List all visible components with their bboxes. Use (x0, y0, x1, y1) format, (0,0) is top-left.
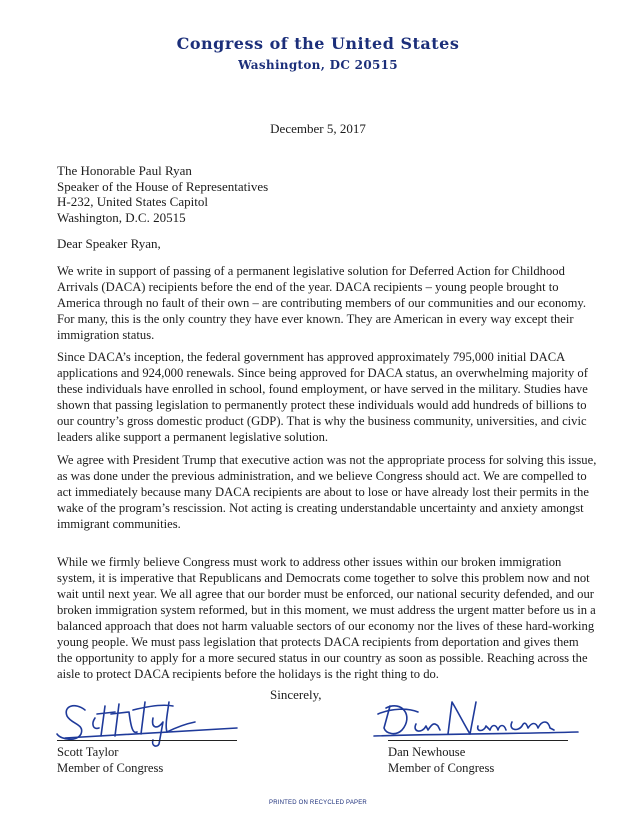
recipient-address (57, 163, 268, 225)
letterhead-subtitle: Washington, DC 20515 (238, 58, 398, 72)
letterhead-title: Congress of the United States (176, 34, 460, 53)
body-paragraph-2: Since DACA’s inception, the federal government has approved approximately 795,000 initial DACA applications and 924,000 renewals. Since being approved for DACA status, an overwhelming majority of these individuals have enrolled in school, found employment, or have served in the military. Studies have shown that passing legislation to permanently protect these individuals would add hundreds of billions to our country’s gross domestic product (GDP). That is why the business community, universities, and civic leaders alike support a permanent legislative solution. (57, 350, 588, 444)
signer-1-name: Scott Taylor (57, 745, 119, 759)
recipient-city: Washington, D.C. 20515 (57, 209, 186, 225)
signer-2-name: Dan Newhouse (388, 745, 466, 759)
recycled-paper-footer: PRINTED ON RECYCLED PAPER (269, 800, 367, 806)
letter-date: December 5, 2017 (270, 121, 366, 136)
signer-1-title: Member of Congress (57, 761, 164, 775)
body-paragraph-1: We write in support of passing of a permanent legislative solution for Deferred Action for Childhood Arrivals (DACA) recipients before the end of the year. DACA recipients – young people brought to America through no fault of their own – are contributing members of our communities and our economy. For many, this is the only country they have ever known. They are American in every way except their immigration status. (57, 264, 587, 342)
recipient-name: The Honorable Paul Ryan (57, 163, 192, 178)
signature-scott-taylor (45, 688, 245, 748)
closing: Sincerely, (270, 687, 322, 702)
body-paragraph-4: While we firmly believe Congress must work to address other issues within our broken immigration system, it is imperative that Republicans and Democrats come together to solve this problem now and not wait until next year. We all agree that our border must be enforced, our national security defended, and our broken immigration system reformed, but in this moment, we must address the urgent matter before us in a balanced approach that does not harm valuable sectors of our economy nor the lives of these hard-working young people. We must pass legislation that protects DACA recipients from deportation and gives them the opportunity to apply for a more secured status in our country as soon as possible. Reaching across the aisle to protect DACA recipients before the holidays is the right thing to do. (57, 555, 596, 681)
signer-2-title: Member of Congress (388, 761, 495, 775)
signer-2 (388, 744, 494, 776)
signer-1 (57, 744, 163, 776)
signature-dan-newhouse (372, 690, 582, 750)
recipient-office: H-232, United States Capitol (57, 194, 208, 209)
recipient-title: Speaker of the House of Representatives (57, 178, 269, 194)
signature-line-1 (57, 740, 237, 741)
salutation: Dear Speaker Ryan, (57, 236, 161, 251)
signature-line-2 (388, 740, 568, 741)
body-paragraph-3: We agree with President Trump that executive action was not the appropriate process for solving this issue, as was done under the previous administration, and we believe Congress should act. We are compelled to act immediately because many DACA recipients are about to lose or have already lost their permits in the wake of the program’s rescission. Not acting is creating understandable uncertainty and anxiety amongst immigrant communities. (57, 453, 597, 531)
